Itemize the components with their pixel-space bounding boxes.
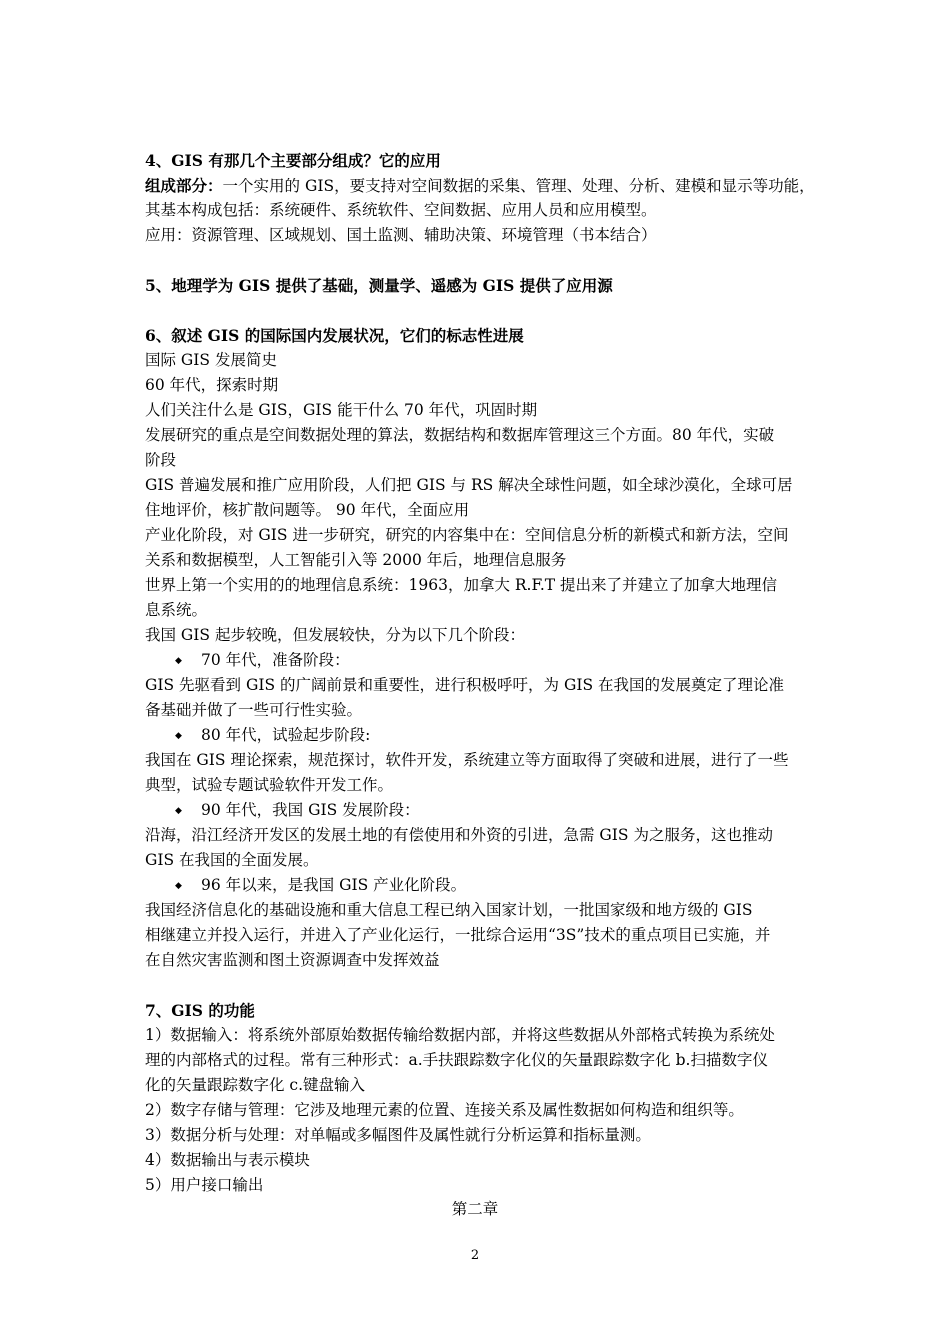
section-4-heading: 4、GIS 有那几个主要部分组成？它的应用: [145, 151, 441, 170]
application-text: 应用：资源管理、区域规划、国土监测、辅助决策、环境管理（书本结合）: [145, 226, 657, 244]
s7-line: 化的矢量跟踪数字化 c.键盘输入: [145, 1076, 366, 1094]
s6-line: 阶段: [145, 451, 177, 469]
stage-title: 90 年代，我国 GIS 发展阶段：: [201, 801, 420, 819]
composition-label: 组成部分：: [145, 176, 223, 195]
stage-title: 80 年代，试验起步阶段:: [201, 726, 371, 744]
chapter-title: 第二章: [451, 1200, 499, 1218]
stage-title: 70 年代，准备阶段：: [201, 651, 350, 669]
s6-line: 世界上第一个实用的的地理信息系统：1963，加拿大 R.F.T 提出来了并建立了加拿大地理信: [145, 576, 778, 594]
stage-text: 沿海，沿江经济开发区的发展土地的有偿使用和外资的引进，急需 GIS 为之服务，这也推动: [145, 826, 773, 844]
s7-line: 5）用户接口输出: [145, 1176, 264, 1194]
document-body: [145, 148, 815, 1198]
stage-bullet-70s: [145, 648, 815, 673]
s6-line: 60 年代，探索时期: [145, 376, 279, 394]
diamond-bullet-icon: ◆: [175, 731, 182, 741]
section-5-heading: 5、地理学为 GIS 提供了基础，测量学、遥感为 GIS 提供了应用源: [145, 276, 613, 295]
page-number: 2: [470, 1248, 480, 1263]
section-6-heading: 6、叙述 GIS 的国际国内发展状况，它们的标志性进展: [145, 326, 524, 345]
composition-paragraph: [145, 173, 815, 198]
diamond-bullet-icon: ◆: [175, 656, 182, 666]
s6-line: 国际 GIS 发展简史: [145, 351, 277, 369]
s6-line: GIS 普遍发展和推广应用阶段，人们把 GIS 与 RS 解决全球性问题，如全球沙漠化，全球可居: [145, 476, 793, 494]
section-7-heading: 7、GIS 的功能: [145, 1001, 255, 1020]
s7-line: 3）数据分析与处理：对单幅或多幅图件及属性就行分析运算和指标量测。: [145, 1126, 651, 1144]
s6-line: 人们关注什么是 GIS，GIS 能干什么 70 年代，巩固时期: [145, 401, 538, 419]
s7-line: 4）数据输出与表示模块: [145, 1151, 310, 1169]
composition-text-continued: 其基本构成包括：系统硬件、系统软件、空间数据、应用人员和应用模型。: [145, 201, 657, 219]
stage-bullet-96: [145, 873, 815, 898]
stage-text: GIS 在我国的全面发展。: [145, 851, 319, 869]
s7-line: 理的内部格式的过程。常有三种形式：a.手扶跟踪数字化仪的矢量跟踪数字化 b.扫描数字仪: [145, 1051, 768, 1069]
stage-bullet-80s: [145, 723, 815, 748]
stage-title: 96 年以来，是我国 GIS 产业化阶段。: [201, 876, 467, 894]
stage-text: 相继建立并投入运行，并进入了产业化运行，一批综合运用“3S”技术的重点项目已实施，并: [145, 926, 771, 944]
stage-text: 我国经济信息化的基础设施和重大信息工程已纳入国家计划，一批国家级和地方级的 GIS: [145, 901, 753, 919]
composition-text: 一个实用的 GIS，要支持对空间数据的采集、管理、处理、分析、建模和显示等功能，: [222, 177, 815, 195]
s6-line: 住地评价，核扩散问题等。 90 年代，全面应用: [145, 501, 470, 519]
s6-line: 息系统。: [145, 601, 208, 619]
stage-text: 我国在 GIS 理论探索，规范探讨，软件开发，系统建立等方面取得了突破和进展，进行了一些: [145, 751, 789, 769]
s6-line: 产业化阶段，对 GIS 进一步研究，研究的内容集中在：空间信息分析的新模式和新方法，空间: [145, 526, 789, 544]
s6-line: 关系和数据模型，人工智能引入等 2000 年后，地理信息服务: [145, 551, 567, 569]
stage-text: 在自然灾害监测和图土资源调查中发挥效益: [145, 951, 440, 969]
stage-bullet-90s: [145, 798, 815, 823]
s6-line: 发展研究的重点是空间数据处理的算法，数据结构和数据库管理这三个方面。80 年代，实破: [145, 426, 775, 444]
diamond-bullet-icon: ◆: [175, 881, 182, 891]
stage-text: 典型，试验专题试验软件开发工作。: [145, 776, 394, 794]
s6-line: 我国 GIS 起步较晚，但发展较快，分为以下几个阶段：: [145, 626, 525, 644]
s7-line: 1）数据输入：将系统外部原始数据传输给数据内部，并将这些数据从外部格式转换为系统处: [145, 1026, 775, 1044]
diamond-bullet-icon: ◆: [175, 806, 182, 816]
s7-line: 2）数字存储与管理：它涉及地理元素的位置、连接关系及属性数据如何构造和组织等。: [145, 1101, 744, 1119]
stage-text: 备基础并做了一些可行性实验。: [145, 701, 363, 719]
stage-text: GIS 先驱看到 GIS 的广阔前景和重要性，进行积极呼吁，为 GIS 在我国的发展奠定了理论准: [145, 676, 785, 694]
